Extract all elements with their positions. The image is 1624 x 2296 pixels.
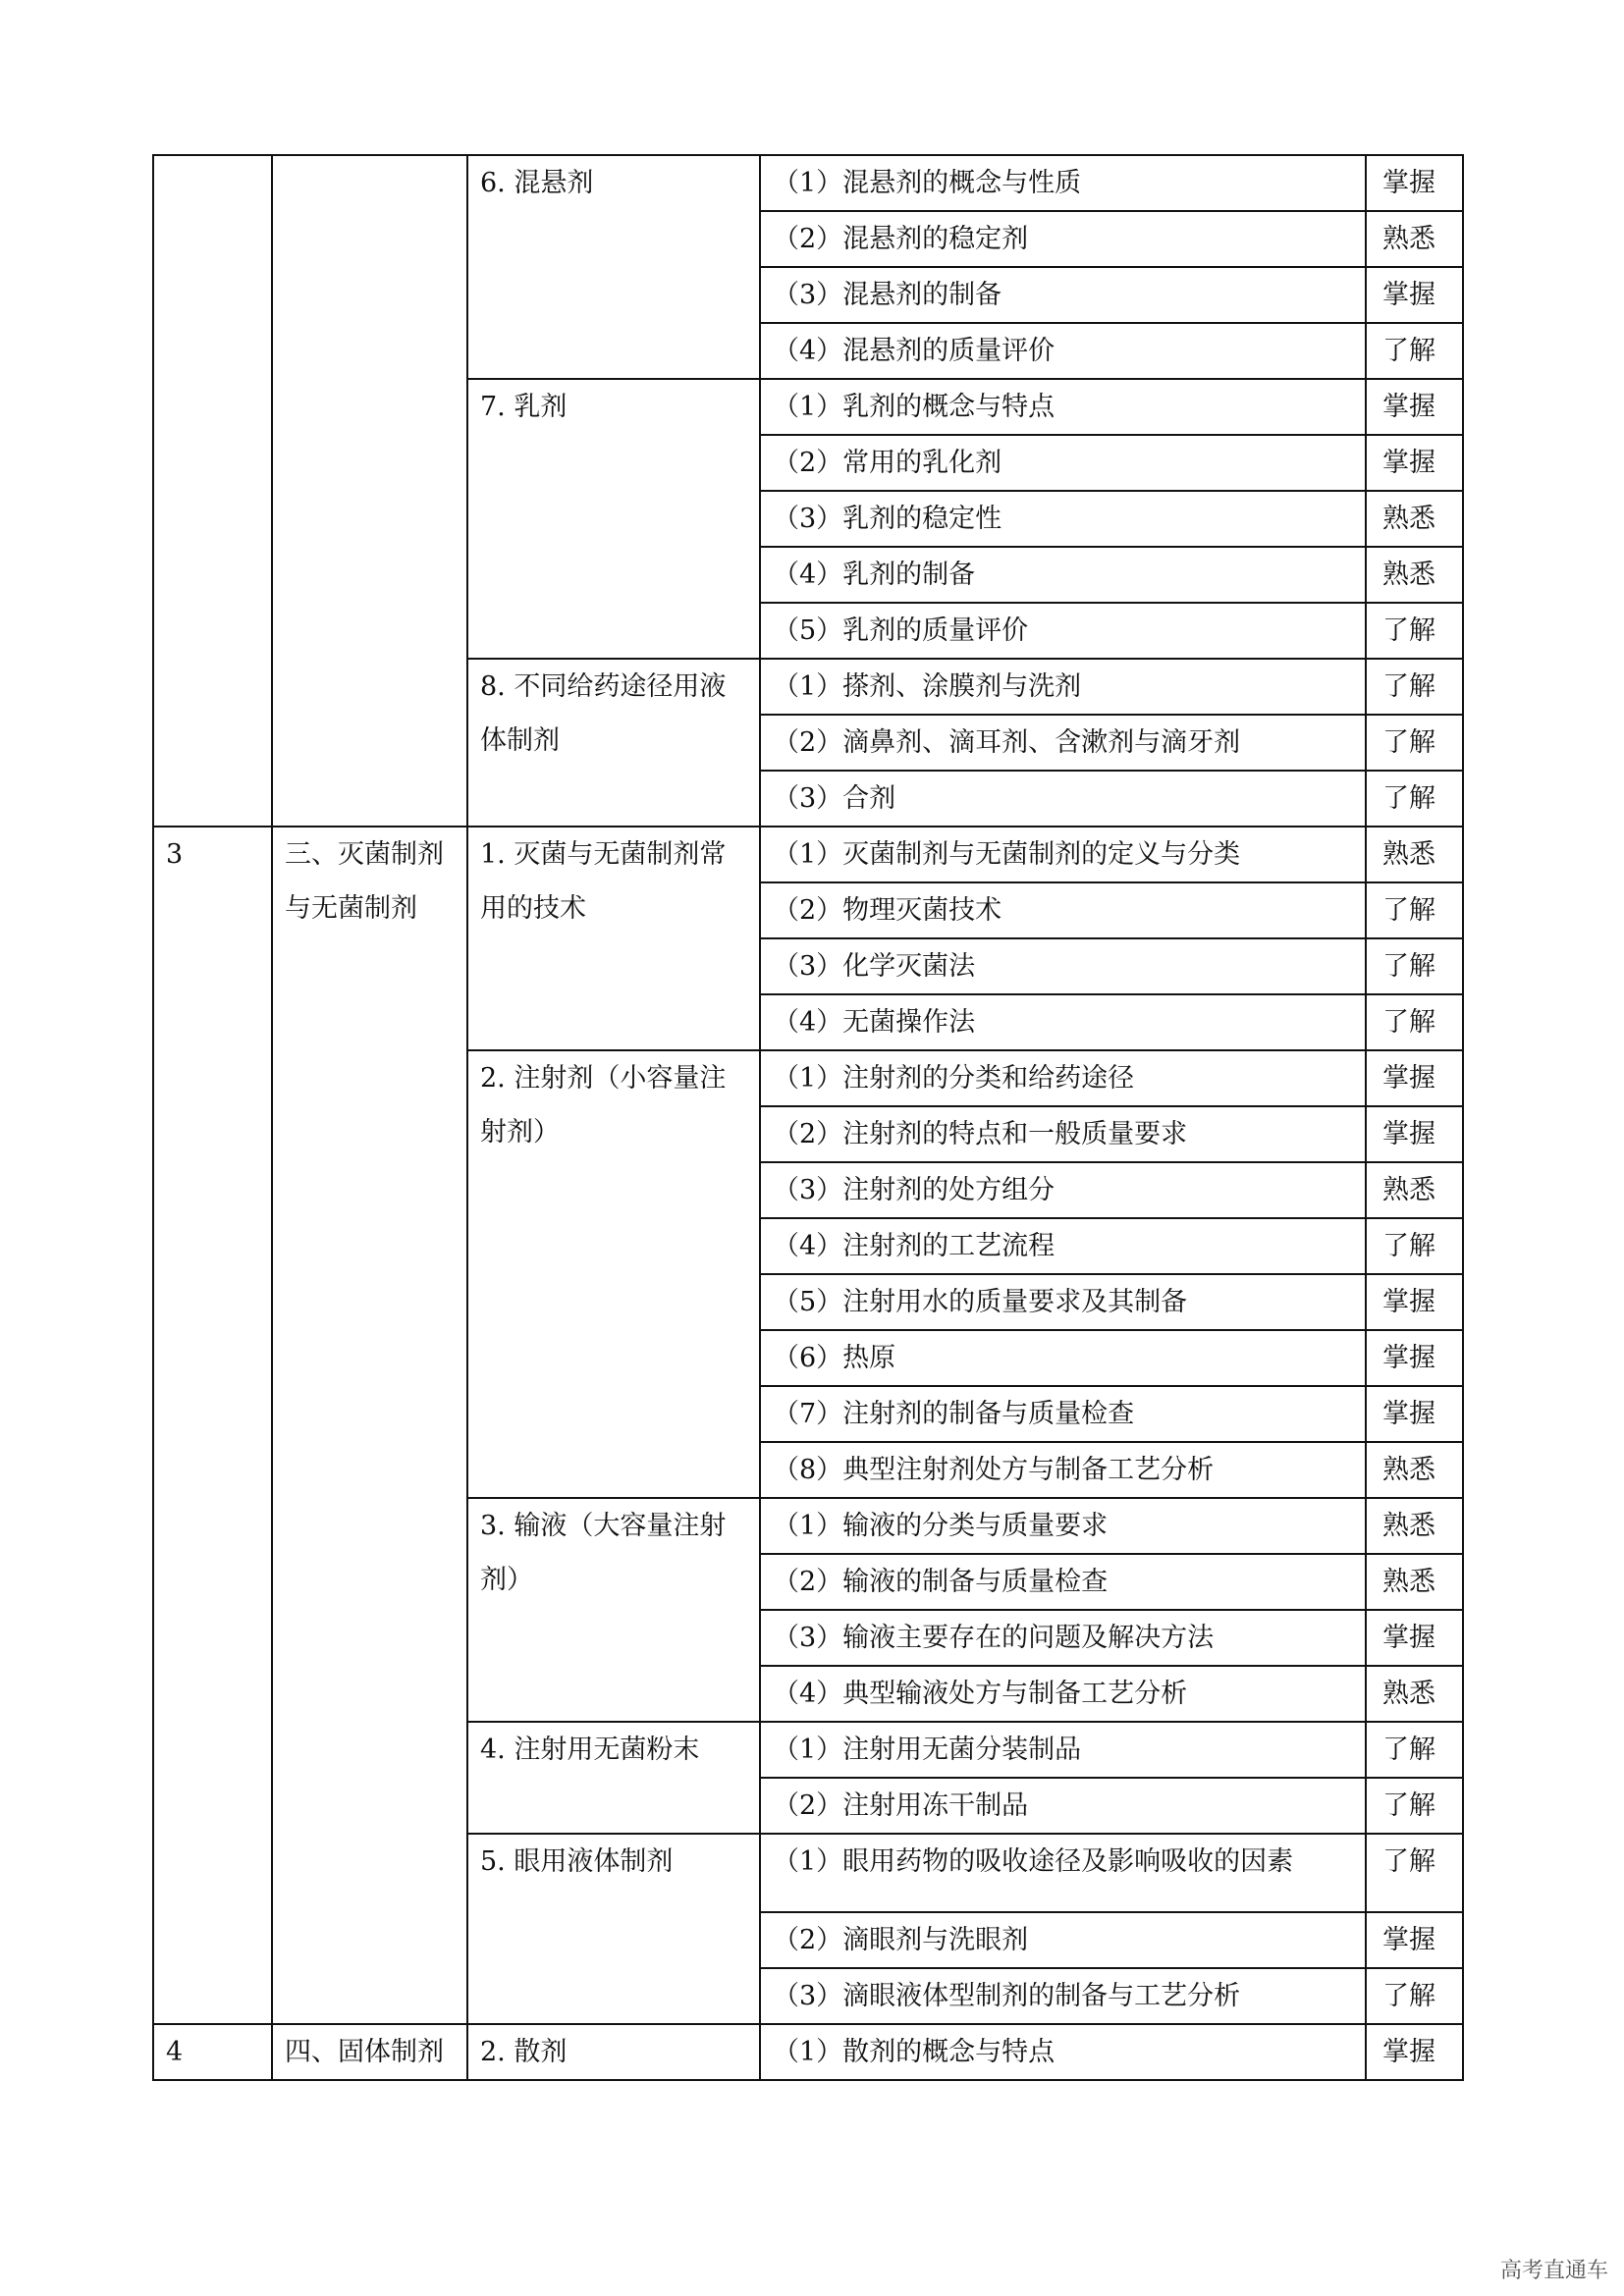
topic-cell: 7. 乳剂 xyxy=(467,379,760,659)
topic-cell: 2. 注射剂（小容量注射剂） xyxy=(467,1050,760,1498)
point-cell: （4）注射剂的工艺流程 xyxy=(760,1218,1366,1274)
level-cell: 掌握 xyxy=(1366,1050,1463,1106)
level-cell: 了解 xyxy=(1366,1218,1463,1274)
point-cell: （1）灭菌制剂与无菌制剂的定义与分类 xyxy=(760,827,1366,882)
table-row xyxy=(153,2024,1463,2080)
level-cell: 熟悉 xyxy=(1366,491,1463,547)
point-cell: （1）散剂的概念与特点 xyxy=(760,2024,1366,2080)
topic-cell: 2. 散剂 xyxy=(467,2024,760,2080)
level-cell: 了解 xyxy=(1366,323,1463,379)
syllabus-table xyxy=(152,154,1464,2081)
level-cell: 了解 xyxy=(1366,1722,1463,1778)
point-cell: （4）混悬剂的质量评价 xyxy=(760,323,1366,379)
chapter-cell: 三、灭菌制剂与无菌制剂 xyxy=(272,827,467,2024)
point-cell: （2）滴鼻剂、滴耳剂、含漱剂与滴牙剂 xyxy=(760,715,1366,771)
point-cell: （2）混悬剂的稳定剂 xyxy=(760,211,1366,267)
topic-cell: 3. 输液（大容量注射剂） xyxy=(467,1498,760,1722)
level-cell: 掌握 xyxy=(1366,379,1463,435)
table-row xyxy=(153,155,1463,211)
point-cell: （2）常用的乳化剂 xyxy=(760,435,1366,491)
point-cell: （4）乳剂的制备 xyxy=(760,547,1366,603)
level-cell: 掌握 xyxy=(1366,1386,1463,1442)
level-cell: 了解 xyxy=(1366,882,1463,938)
point-cell: （7）注射剂的制备与质量检查 xyxy=(760,1386,1366,1442)
level-cell: 了解 xyxy=(1366,771,1463,827)
level-cell: 熟悉 xyxy=(1366,1442,1463,1498)
point-cell: （8）典型注射剂处方与制备工艺分析 xyxy=(760,1442,1366,1498)
level-cell: 了解 xyxy=(1366,603,1463,659)
point-cell: （5）注射用水的质量要求及其制备 xyxy=(760,1274,1366,1330)
level-cell: 了解 xyxy=(1366,715,1463,771)
point-cell: （1）混悬剂的概念与性质 xyxy=(760,155,1366,211)
topic-cell: 4. 注射用无菌粉末 xyxy=(467,1722,760,1834)
point-cell: （1）输液的分类与质量要求 xyxy=(760,1498,1366,1554)
level-cell: 掌握 xyxy=(1366,155,1463,211)
level-cell: 了解 xyxy=(1366,1834,1463,1912)
topic-cell: 8. 不同给药途径用液体制剂 xyxy=(467,659,760,827)
level-cell: 熟悉 xyxy=(1366,1162,1463,1218)
topic-cell: 5. 眼用液体制剂 xyxy=(467,1834,760,2024)
level-cell: 熟悉 xyxy=(1366,1498,1463,1554)
topic-cell: 6. 混悬剂 xyxy=(467,155,760,379)
point-cell: （2）滴眼剂与洗眼剂 xyxy=(760,1912,1366,1968)
point-cell: （4）无菌操作法 xyxy=(760,994,1366,1050)
level-cell: 掌握 xyxy=(1366,2024,1463,2080)
level-cell: 熟悉 xyxy=(1366,827,1463,882)
level-cell: 掌握 xyxy=(1366,1330,1463,1386)
level-cell: 了解 xyxy=(1366,938,1463,994)
point-cell: （3）滴眼液体型制剂的制备与工艺分析 xyxy=(760,1968,1366,2024)
level-cell: 了解 xyxy=(1366,994,1463,1050)
point-cell: （1）乳剂的概念与特点 xyxy=(760,379,1366,435)
point-cell: （3）输液主要存在的问题及解决方法 xyxy=(760,1610,1366,1666)
level-cell: 熟悉 xyxy=(1366,547,1463,603)
unit-cell: 4 xyxy=(153,2024,272,2080)
point-cell: （5）乳剂的质量评价 xyxy=(760,603,1366,659)
point-cell: （6）热原 xyxy=(760,1330,1366,1386)
level-cell: 熟悉 xyxy=(1366,1554,1463,1610)
point-cell: （3）化学灭菌法 xyxy=(760,938,1366,994)
point-cell: （1）眼用药物的吸收途径及影响吸收的因素 xyxy=(760,1834,1366,1912)
level-cell: 掌握 xyxy=(1366,1912,1463,1968)
level-cell: 了解 xyxy=(1366,659,1463,715)
level-cell: 熟悉 xyxy=(1366,211,1463,267)
level-cell: 了解 xyxy=(1366,1968,1463,2024)
table-row xyxy=(153,827,1463,882)
point-cell: （1）注射用无菌分装制品 xyxy=(760,1722,1366,1778)
point-cell: （3）合剂 xyxy=(760,771,1366,827)
watermark: 高考直通车 xyxy=(1499,2259,1608,2283)
point-cell: （3）乳剂的稳定性 xyxy=(760,491,1366,547)
point-cell: （2）注射用冻干制品 xyxy=(760,1778,1366,1834)
point-cell: （2）注射剂的特点和一般质量要求 xyxy=(760,1106,1366,1162)
level-cell: 了解 xyxy=(1366,1778,1463,1834)
point-cell: （1）注射剂的分类和给药途径 xyxy=(760,1050,1366,1106)
level-cell: 掌握 xyxy=(1366,267,1463,323)
topic-cell: 1. 灭菌与无菌制剂常用的技术 xyxy=(467,827,760,1050)
point-cell: （2）物理灭菌技术 xyxy=(760,882,1366,938)
unit-cell: 3 xyxy=(153,827,272,2024)
level-cell: 掌握 xyxy=(1366,1274,1463,1330)
point-cell: （4）典型输液处方与制备工艺分析 xyxy=(760,1666,1366,1722)
unit-cell xyxy=(153,155,272,827)
point-cell: （1）搽剂、涂膜剂与洗剂 xyxy=(760,659,1366,715)
level-cell: 熟悉 xyxy=(1366,1666,1463,1722)
point-cell: （3）注射剂的处方组分 xyxy=(760,1162,1366,1218)
level-cell: 掌握 xyxy=(1366,435,1463,491)
chapter-cell: 四、固体制剂 xyxy=(272,2024,467,2080)
point-cell: （2）输液的制备与质量检查 xyxy=(760,1554,1366,1610)
level-cell: 掌握 xyxy=(1366,1610,1463,1666)
point-cell: （3）混悬剂的制备 xyxy=(760,267,1366,323)
chapter-cell xyxy=(272,155,467,827)
level-cell: 掌握 xyxy=(1366,1106,1463,1162)
